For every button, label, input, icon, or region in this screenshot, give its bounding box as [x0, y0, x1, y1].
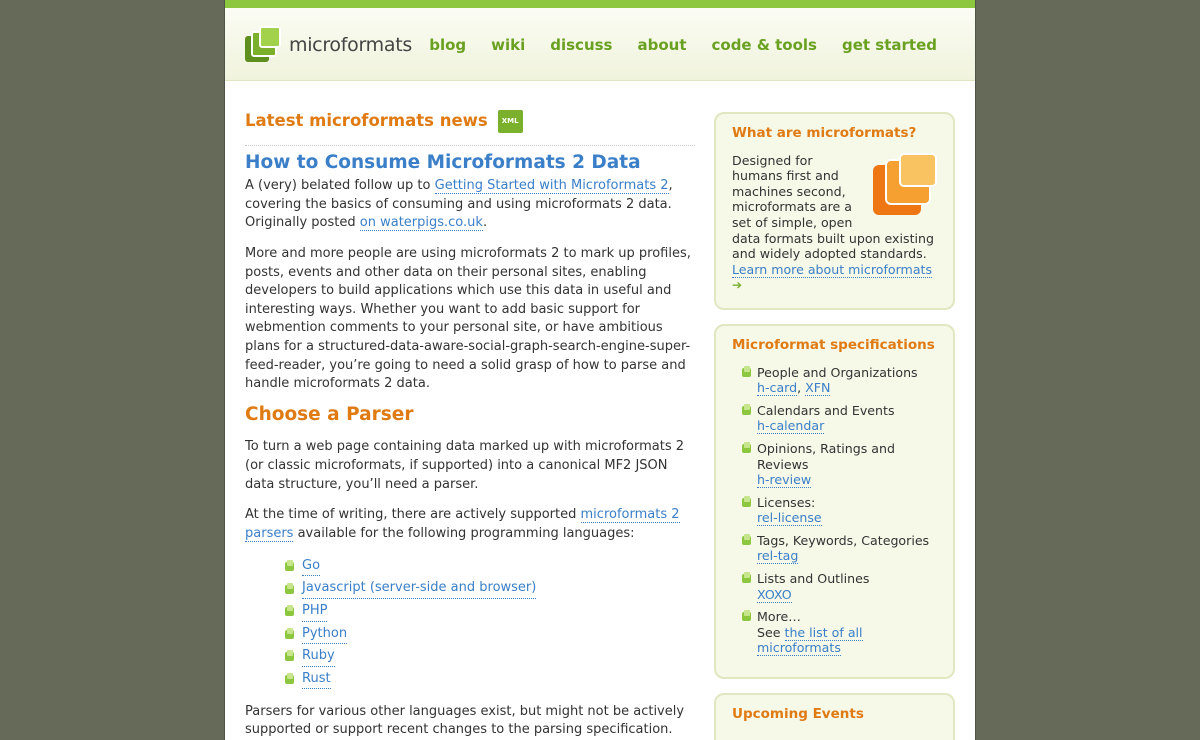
microformats-logo-icon: [245, 26, 281, 64]
specs-box-title: Microformat specifications: [732, 336, 935, 353]
site-logo[interactable]: [245, 26, 412, 64]
lang-link-javascript[interactable]: Javascript (server-side and browser): [302, 579, 536, 599]
sidebar: [714, 112, 955, 740]
post-paragraph-3: To turn a web page containing data marked up with microformats 2 (or classic microformats, if supported) into a canonical MF2 JSON data structure, you’ll need a parser.: [245, 439, 685, 492]
nav-code-tools[interactable]: code & tools: [711, 36, 817, 54]
bullet-icon: [285, 562, 294, 571]
bullet-icon: [285, 675, 294, 684]
post-intro: [245, 177, 695, 233]
nav-get-started[interactable]: get started: [841, 36, 937, 54]
bullet-icon: [742, 574, 751, 583]
list-item: [285, 600, 695, 623]
post-paragraph-5: Parsers for various other languages exist, but might not be actively supported or support recent changes to the parsing specification.: [245, 703, 685, 738]
lang-link-ruby[interactable]: Ruby: [302, 647, 335, 667]
specs-list: [732, 365, 937, 657]
spec-link-xfn[interactable]: XFN: [805, 380, 831, 396]
nav-wiki[interactable]: wiki: [491, 36, 526, 54]
microformats-orange-logo-icon: [873, 153, 937, 217]
bullet-icon: [285, 607, 294, 616]
spec-link-h-card[interactable]: h-card: [757, 380, 798, 396]
upcoming-events-box: [714, 693, 955, 740]
spec-label: Lists and Outlines: [757, 571, 870, 587]
what-box-title: What are microformats?: [732, 125, 917, 141]
nav-about[interactable]: about: [637, 36, 687, 54]
list-item: [285, 646, 695, 669]
lang-link-go[interactable]: Go: [302, 557, 320, 577]
spec-link-rel-license[interactable]: rel-license: [757, 510, 822, 526]
nav-discuss[interactable]: discuss: [550, 36, 613, 54]
para4-text-a: At the time of writing, there are actively supported: [245, 507, 581, 523]
bullet-icon: [742, 406, 751, 415]
list-item: [285, 623, 695, 646]
post-paragraph-2: More and more people are using microformats 2 to mark up profiles, posts, events and other data on their personal sites, enabling developers to build applications which use this data in useful and interesting ways. Whether you want to add basic support for webmention comments to your personal site, or have ambitious plans for a structured-data-aware-social-graph-search-engine-super-feed-reader, you’re going to need a solid grasp of how to parse and handle microformats 2 data.: [245, 245, 691, 392]
mf2-parsers-link[interactable]: microformats 2 parsers: [245, 507, 680, 541]
divider: [245, 133, 695, 146]
lang-link-rust[interactable]: Rust: [302, 670, 331, 690]
bullet-icon: [285, 652, 294, 661]
post-paragraph-4: [245, 506, 695, 543]
bullet-icon: [742, 444, 751, 453]
bullet-icon: [742, 612, 751, 621]
spec-label: Licenses:: [757, 494, 816, 510]
top-accent-bar: [225, 0, 975, 8]
what-are-microformats-box: [714, 112, 955, 310]
main-content: [245, 110, 695, 740]
list-item: [742, 533, 937, 564]
page: [224, 0, 976, 740]
xml-feed-badge[interactable]: XML: [498, 110, 523, 133]
events-box-title: Upcoming Events: [732, 706, 864, 723]
spec-label: Calendars and Events: [757, 402, 895, 418]
spec-link-h-calendar[interactable]: h-calendar: [757, 418, 825, 434]
lang-link-php[interactable]: PHP: [302, 602, 327, 622]
list-item: [742, 609, 937, 656]
what-box-text: Designed for humans first and machines second, microformats are a set of simple, open data formats built upon existing and widely adopted standards.: [732, 152, 934, 262]
learn-more-link[interactable]: Learn more about microformats: [732, 261, 933, 277]
language-list: [245, 555, 695, 691]
nav-blog[interactable]: blog: [429, 36, 467, 54]
spec-label: Tags, Keywords, Categories: [757, 532, 930, 548]
spec-link-rel-tag[interactable]: rel-tag: [757, 548, 799, 564]
para4-text-b: available for the following programming languages:: [293, 525, 635, 541]
bullet-icon: [742, 536, 751, 545]
list-item: [742, 441, 937, 488]
intro-text-1: A (very) belated follow up to: [245, 178, 435, 194]
spec-more-prefix: See: [757, 624, 785, 640]
spec-label: Opinions, Ratings and Reviews: [757, 440, 896, 472]
list-item: [742, 495, 937, 526]
list-item: [742, 365, 937, 396]
spec-link-h-review[interactable]: h-review: [757, 472, 812, 488]
list-item: [285, 578, 695, 601]
news-heading: [245, 110, 695, 133]
site-header: [225, 8, 975, 81]
logo-text: microformats: [289, 34, 412, 56]
post-title[interactable]: How to Consume Microformats 2 Data: [245, 151, 641, 173]
lang-link-python[interactable]: Python: [302, 625, 347, 645]
choose-parser-heading: Choose a Parser: [245, 403, 414, 425]
bullet-icon: [285, 585, 294, 594]
intro-text-2: , covering the basics of consuming and using microformats 2 data. Originally posted: [245, 178, 673, 231]
main-nav: [429, 36, 937, 54]
spec-more-label: More…: [757, 609, 801, 625]
list-item: [742, 571, 937, 602]
all-microformats-link[interactable]: the list of all microformats: [757, 624, 863, 656]
spec-separator: ,: [797, 380, 806, 396]
getting-started-link[interactable]: Getting Started with Microformats 2: [434, 178, 669, 194]
arrow-right-icon: ➔: [732, 278, 743, 293]
list-item: [285, 668, 695, 691]
spec-label: People and Organizations: [757, 364, 918, 380]
specifications-box: [714, 324, 955, 679]
waterpigs-link[interactable]: on waterpigs.co.uk: [359, 215, 483, 231]
list-item: [285, 555, 695, 578]
spec-link-xoxo[interactable]: XOXO: [757, 586, 792, 602]
bullet-icon: [285, 630, 294, 639]
list-item: [742, 403, 937, 434]
intro-text-3: .: [482, 215, 488, 231]
bullet-icon: [742, 498, 751, 507]
news-heading-text: Latest microformats news: [245, 111, 488, 130]
bullet-icon: [742, 368, 751, 377]
